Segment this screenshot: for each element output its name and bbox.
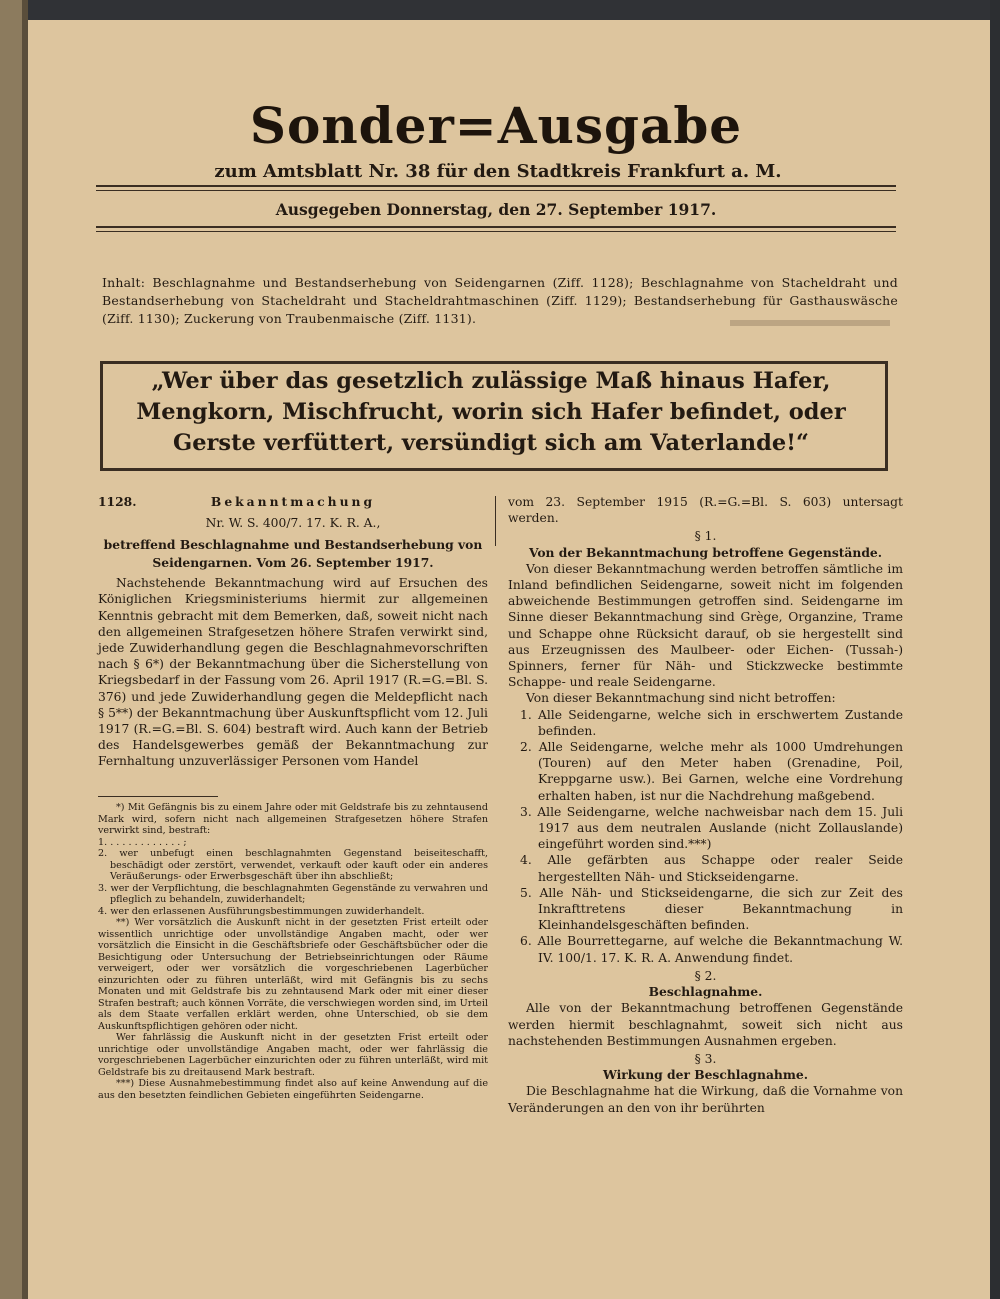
- section-2-number: § 2.: [694, 968, 717, 983]
- section-1-lead: Von dieser Bekanntmachung sind nicht betroffen:: [526, 691, 836, 706]
- section-3-number: § 3.: [694, 1051, 717, 1066]
- footnote-rule: [98, 796, 218, 797]
- quote-line: „Wer über das gesetzlich zulässige Maß hinaus Hafer,: [151, 368, 831, 394]
- footnote-item: 1. . . . . . . . . . . . . ;: [98, 836, 187, 848]
- exemption-item: 5. Alle Näh- und Stickseidengarne, die sich zur Zeit des Inkrafttretens dieser Bekanntmachung in Kleinhandelsgeschäften befinden.: [520, 885, 903, 933]
- ink-smudge: [730, 320, 890, 326]
- footnotes: [98, 802, 488, 1101]
- footnote-2b: Wer fahrlässig die Auskunft nicht in der gesetzten Frist erteilt oder unrichtige oder unvollständige Angaben macht, oder wer fahrlässig die vorgeschriebenen Lagerbücher einzurichten oder zu führen unterläßt, wird mit Geldstrafe bis zu dreitausend Mark bestraft.: [98, 1032, 488, 1078]
- left-column: [98, 494, 488, 770]
- page-subtitle: zum Amtsblatt Nr. 38 für den Stadtkreis Frankfurt a. M.: [214, 161, 782, 182]
- notice-body: Nachstehende Bekanntmachung wird auf Ersuchen des Königlichen Kriegsministeriums hiermit zur allgemeinen Kenntnis gebracht mit dem Bemerken, daß, soweit nicht nach den allgemeinen Strafgesetzen höhere Strafen verwirkt sind, jede Zuwiderhandlung gegen die Beschlagnahmevorschriften nach § 6*) der Bekanntmachung über die Sicherstellung von Kriegsbedarf in der Fassung vom 26. April 1917 (R.=G.=Bl. S. 376) und jede Zuwiderhandlung gegen die Meldepflicht nach § 5**) der Bekanntmachung über Auskunftspflicht vom 12. Juli 1917 (R.=G.=Bl. S. 604) bestraft wird. Auch kann der Betrieb des Handelsgewerbes gemäß der Bekanntmachung zur Fernhaltung unzuverlässiger Personen vom Handel: [98, 576, 488, 769]
- quote-line: Mengkorn, Mischfrucht, worin sich Hafer befindet, oder: [136, 399, 846, 425]
- section-3-body: Die Beschlagnahme hat die Wirkung, daß die Vornahme von Veränderungen an den von ihr berührten: [508, 1084, 903, 1115]
- scan-right-border: [990, 0, 1000, 1299]
- notice-number: 1128.: [98, 494, 137, 509]
- divider-top: [96, 185, 896, 187]
- section-1-title: Von der Bekanntmachung betroffene Gegenstände.: [528, 544, 883, 560]
- right-column: [508, 494, 903, 1116]
- continuation-text: vom 23. September 1915 (R.=G.=Bl. S. 603) untersagt werden.: [508, 495, 903, 526]
- exemption-item: 6. Alle Bourrettegarne, auf welche die Bekanntmachung W. IV. 100/1. 17. K. R. A. Anwendung findet.: [520, 934, 903, 965]
- section-2-title: Beschlagnahme.: [648, 984, 763, 1000]
- quote-line: Gerste verfüttert, versündigt sich am Vaterlande!“: [173, 430, 809, 456]
- notice-reference: Nr. W. S. 400/7. 17. K. R. A.,: [205, 516, 381, 530]
- column-divider: [495, 496, 496, 546]
- notice-subject: betreffend Beschlagnahme und Bestandserhebung von Seidengarnen. Vom 26. September 1917.: [103, 537, 483, 571]
- divider-issue-thin: [96, 231, 896, 232]
- footnote-2: **) Wer vorsätzlich die Auskunft nicht in der gesetzten Frist erteilt oder wissentlich unrichtige oder unvollständige Angaben macht, oder wer vorsätzlich die Einsicht in die Geschäftsbriefe oder Geschäftsbücher oder die Besichtigung oder Untersuchung der Betriebseinrichtungen oder Räume verweigert, oder wer vorsätzlich die vorgeschriebenen Lagerbücher einzurichten oder zu führen unterläßt, wird mit Gefängnis bis zu sechs Monaten und mit Geldstrafe bis zu zehntausend Mark oder mit einer dieser Strafen bestraft; auch können Vorräte, die verschwiegen worden sind, im Urteil als dem Staate verfallen erklärt werden, ohne Unterschied, ob sie dem Auskunftspflichtigen gehören oder nicht.: [98, 917, 488, 1032]
- exemption-item: 4. Alle gefärbten aus Schappe oder realer Seide hergestellten Näh- und Stickseidengarne.: [520, 853, 903, 884]
- exemption-item: 2. Alle Seidengarne, welche mehr als 1000 Umdrehungen (Touren) auf den Meter haben (Grenadine, Poil, Kreppgarne usw.). Bei Garnen, welche eine Vordrehung erhalten haben, ist nur die Nachdrehung maßgebend.: [520, 740, 903, 803]
- table-of-contents: Inhalt: Beschlagnahme und Bestandserhebung von Seidengarnen (Ziff. 1128); Beschlagnahme von Stacheldraht und Bestandserhebung von Stacheldraht und Stacheldrahtmaschinen (Ziff. 1129); Bestandserhebung für Gasthauswäsche (Ziff. 1130); Zuckerung von Traubenmaische (Ziff. 1131).: [102, 275, 898, 326]
- page-title: Sonder=Ausgabe: [249, 96, 743, 155]
- section-2-body: Alle von der Bekanntmachung betroffenen Gegenstände werden hiermit beschlagnahmt, soweit sich nicht aus nachstehenden Bestimmungen Ausnahmen ergeben.: [508, 1001, 903, 1048]
- quote-box-text: [108, 366, 874, 459]
- section-1-body: Von dieser Bekanntmachung werden betroffen sämtliche im Inland befindlichen Seidengarne, soweit nicht im folgenden abweichende Bestimmungen getroffen sind. Seidengarne im Sinne dieser Bekanntmachung sind Grège, Organzine, Trame und Schappe ohne Rücksicht darauf, ob sie hergestellt sind aus Erzeugnissen des Maulbeer- oder Eichen- (Tussah-) Spinners, ferner für Näh- und Stickzwecke bestimmte Schappe- und reale Seidengarne.: [508, 561, 903, 690]
- footnote-item: 2. wer unbefugt einen beschlagnahmten Gegenstand beiseiteschafft, beschädigt oder zerstört, verwendet, verkauft oder kauft oder ein anderes Veräußerungs- oder Erwerbsgeschäft über ihn abschließt;: [98, 848, 488, 882]
- divider-issue: [96, 226, 896, 228]
- section-3-title: Wirkung der Beschlagnahme.: [603, 1067, 808, 1083]
- issue-date: Ausgegeben Donnerstag, den 27. September 1917.: [275, 200, 717, 219]
- section-1-number: § 1.: [694, 529, 717, 544]
- scan-top-border: [0, 0, 1000, 22]
- footnote-item: 4. wer den erlassenen Ausführungsbestimmungen zuwiderhandelt.: [98, 905, 425, 917]
- footnote-1: *) Mit Gefängnis bis zu einem Jahre oder mit Geldstrafe bis zu zehntausend Mark wird, sofern nicht nach allgemeinen Strafgesetzen höhere Strafen verwirkt sind, bestraft:: [98, 802, 488, 836]
- newspaper-page: [28, 20, 990, 1299]
- divider-top-thin: [96, 190, 896, 191]
- footnote-3: ***) Diese Ausnahmebestimmung findet also auf keine Anwendung auf die aus den besetzten feindlichen Gebieten eingeführten Seidengarne.: [98, 1078, 488, 1101]
- notice-heading-row: [98, 494, 488, 512]
- exemption-item: 1. Alle Seidengarne, welche sich in erschwertem Zustande befinden.: [520, 707, 903, 738]
- footnote-item: 3. wer der Verpflichtung, die beschlagnahmten Gegenstände zu verwahren und pfleglich zu behandeln, zuwiderhandelt;: [98, 882, 488, 905]
- notice-heading: Bekanntmachung: [210, 494, 376, 509]
- exemption-item: 3. Alle Seidengarne, welche nachweisbar nach dem 15. Juli 1917 aus dem neutralen Auslande (nicht Zollauslande) eingeführt worden sind.***): [520, 804, 903, 852]
